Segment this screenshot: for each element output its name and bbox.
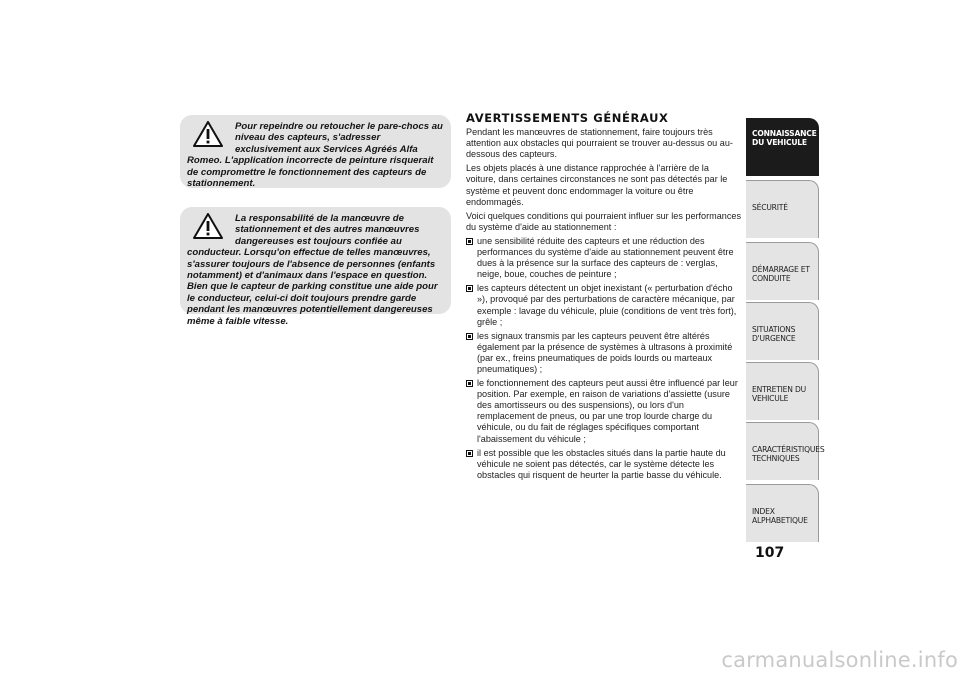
tab-label-line1: CARACTÉRISTIQUES	[752, 445, 825, 454]
tab-entretien-vehicule[interactable]	[746, 362, 819, 420]
list-item-text: le fonctionnement des capteurs peut aussi être influencé par leur position. Par exemple, en raison de variations d'assiette (usure des amortisseurs ou des suspensions), ou lors d'un remplacement de pneus, ou par une trop lourde charge du véhicule, ou du fait de réglages spécifiques comportant l'abaissement du véhicule ;	[477, 378, 738, 444]
tab-label-line1: CONNAISSANCE	[752, 129, 817, 138]
tab-caracteristiques-techniques[interactable]	[746, 422, 825, 480]
tab-label-line1: INDEX	[752, 507, 775, 516]
warning-triangle-icon	[187, 121, 229, 149]
tab-label-line1: ENTRETIEN DU	[752, 385, 806, 394]
tab-label-line1: SITUATIONS	[752, 325, 796, 334]
tab-securite[interactable]	[746, 180, 819, 238]
list-item-text: une sensibilité réduite des capteurs et une réduction des performances du système d'aide au stationnement peuvent être dues à la présence sur la surface des capteurs de : verglas, neige, boue, couches de peinture ;	[477, 235, 734, 280]
warning-triangle-icon	[187, 213, 229, 241]
list-item-text: les signaux transmis par les capteurs peuvent être altérés également par la présence de systèmes à ultrasons à proximité (par ex., freins pneumatiques de poids lourds ou marteaux pneumatiques) ;	[477, 330, 733, 374]
tab-label-line2: TECHNIQUES	[752, 454, 800, 463]
section-heading: AVERTISSEMENTS GÉNÉRAUX	[466, 111, 669, 125]
warning-box-paint	[180, 115, 451, 188]
checkbox-bullet-icon	[466, 380, 473, 387]
watermark: carmanualsonline.info	[721, 648, 958, 672]
list-item	[466, 448, 741, 481]
list-item	[466, 331, 741, 375]
tab-label-line2: VEHICULE	[752, 394, 789, 403]
tab-index-alphabetique[interactable]	[746, 484, 819, 542]
warning-text: Pour repeindre ou retoucher le pare-chocs au niveau des capteurs, s'adresser exclusivement aux Services Agréés Alfa Romeo. L'application incorrecte de peinture risquerait de compromettre le fonctionnement des capteurs de stationnement.	[187, 121, 443, 190]
tab-label-line2: ALPHABETIQUE	[752, 516, 808, 525]
tab-label-line2: DU VEHICULE	[752, 138, 807, 147]
list-item	[466, 378, 741, 445]
main-content	[466, 113, 741, 484]
tab-demarrage-conduite[interactable]	[746, 242, 819, 300]
warning-box-responsibility	[180, 207, 451, 327]
warning-text: La responsabilité de la manœuvre de stationnement et des autres manœuvres dangereuses est toujours confiée au conducteur. Lorsqu'on effectue de telles manœuvres, s'assurer toujours de l'absence de personnes (enfants notamment) et d'animaux dans l'espace en question. Bien que le capteur de parking constitue une aide pour le conducteur, celui-ci doit toujours prendre garde pendant les manœuvres potentiellement dangereuses même à faible vitesse.	[187, 213, 438, 327]
tab-label-line1: DÉMARRAGE ET	[752, 265, 810, 274]
paragraph: Pendant les manœuvres de stationnement, faire toujours très attention aux obstacles qui pourraient se trouver au-dessus ou au-dessous des capteurs.	[466, 127, 733, 160]
tab-label-line2: D'URGENCE	[752, 334, 796, 343]
tab-situations-urgence[interactable]	[746, 302, 819, 360]
checkbox-bullet-icon	[466, 333, 473, 340]
checkbox-bullet-icon	[466, 450, 473, 457]
paragraph: Voici quelques conditions qui pourraient influer sur les performances du système d'aide au stationnement :	[466, 210, 741, 232]
list-item	[466, 283, 741, 327]
conditions-list	[466, 236, 741, 481]
list-item-text: il est possible que les obstacles situés dans la partie haute du véhicule ne soient pas détectés, car le système détecte les obstacles qui risquent de heurter la partie basse du véhicule.	[477, 447, 726, 480]
checkbox-bullet-icon	[466, 285, 473, 292]
list-item	[466, 236, 741, 280]
paragraph: Les objets placés à une distance rapprochée à l'arrière de la voiture, dans certaines circonstances ne sont pas détectés par le système et peuvent donc endommager la voiture ou être endommagés.	[466, 163, 728, 207]
tab-label-line1: SÉCURITÉ	[752, 203, 788, 212]
page-number: 107	[755, 545, 785, 561]
tab-connaissance-vehicule[interactable]	[746, 118, 819, 176]
list-item-text: les capteurs détectent un objet inexistant (« perturbation d'écho »), provoqué par des perturbations de caractère mécanique, par exemple : lavage du véhicule, pluie (conditions de vent très fort), grêle ;	[477, 283, 737, 327]
checkbox-bullet-icon	[466, 238, 473, 245]
tab-label-line2: CONDUITE	[752, 274, 791, 283]
